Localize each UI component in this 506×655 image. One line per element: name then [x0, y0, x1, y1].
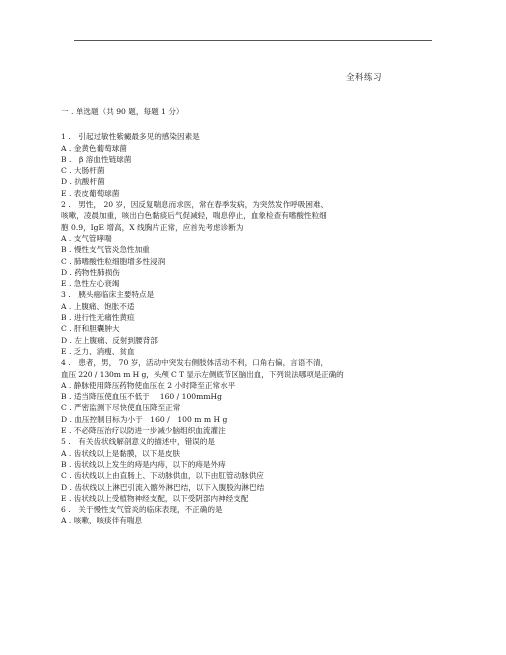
- answer-option: C . 大肠杆菌: [61, 166, 105, 176]
- answer-option: D . 左上腹痛、反射到腰背部: [61, 335, 158, 345]
- answer-option: D . 药物性肺损伤: [61, 267, 120, 277]
- question-stem: 咳嗽，凌晨加重，咳出白色黏痰后气促减轻，喘息停止，血象检查有嗜酸性粒细: [61, 211, 327, 221]
- question-stem: 4 . 患者，男， 70 岁，活动中突发右侧肢体活动不利，口角右偏，言语不清，: [61, 358, 329, 368]
- question-stem: 1 . 引起过敏性紫癜最多见的感染因素是: [61, 132, 200, 142]
- question-stem: 2 . 男性， 20 岁，因反复喘息而求医，常在春季发病，为突然发作呼吸困难、: [61, 200, 329, 210]
- answer-option: A . 支气管哮喘: [61, 233, 112, 243]
- answer-option: D . 抗酸杆菌: [61, 177, 105, 187]
- answer-option: B . β 溶血性链球菌: [61, 154, 132, 164]
- answer-option: E . 乏力、消瘦、贫血: [61, 346, 135, 356]
- answer-option: C . 肝和胆囊肿大: [61, 324, 120, 334]
- answer-option: D . 齿状线以上淋巴引流入髂外淋巴结，以下入腹股沟淋巴结: [61, 482, 265, 492]
- answer-option: C . 肺嗜酸性粒细胞增多性浸润: [61, 256, 166, 266]
- question-stem: 3 . 胰头癌临床主要特点是: [61, 290, 155, 300]
- answer-option: A . 咳嗽、咳痰伴有喘息: [61, 516, 143, 526]
- answer-option: A . 上腹痛、饱胀不适: [61, 301, 135, 311]
- answer-option: E . 齿状线以上受植物神经支配，以下受阴部内神经支配: [61, 493, 249, 503]
- answer-option: A . 齿状线以上是黏膜，以下是皮肤: [61, 448, 181, 458]
- section-heading: 一 . 单选题（共 90 题，每题 1 分）: [61, 107, 184, 116]
- answer-option: B . 齿状线以上发生的痔是内痔，以下的痔是外痔: [61, 459, 226, 469]
- answer-option: A . 金黄色葡萄球菌: [61, 143, 127, 153]
- answer-option: A . 静脉使用降压药物使血压在 2 小时降至正常水平: [61, 380, 236, 390]
- answer-option: B . 适当降压使血压不低于 160 / 100mmHg: [61, 392, 223, 402]
- answer-option: D . 血压控制目标为小于 160 / 100 m m H g: [61, 414, 228, 424]
- answer-option: C . 齿状线以上由直肠上、下动脉供血，以下由肛管动脉供应: [61, 471, 264, 481]
- question-stem: 6 . 关于慢性支气管炎的临床表现，不正确的是: [61, 505, 223, 515]
- answer-option: E . 急性左心衰竭: [61, 279, 120, 289]
- question-stem: 胞 0.9，IgE 增高，X 线胸片正常，应首先考虑诊断为: [61, 222, 244, 232]
- header-rule: [74, 40, 432, 41]
- answer-option: C . 严密监测下尽快使血压降至正常: [61, 403, 181, 413]
- question-stem: 血压 220 / 130m m H g，头颅 C T 显示左侧底节区脑出血，下列说法哪项是正确的: [61, 369, 344, 379]
- question-list: [61, 106, 453, 527]
- document-title: 全科练习: [346, 73, 383, 83]
- answer-option: B . 慢性支气管炎急性加重: [61, 245, 150, 255]
- answer-option: B . 进行性无痛性黄疸: [61, 313, 135, 323]
- answer-option: E . 表皮葡萄球菌: [61, 188, 120, 198]
- answer-option: E . 不必降压治疗以防进一步减少脑组织血流灌注: [61, 426, 226, 436]
- question-stem: 5 . 有关齿状线解剖意义的描述中，错误的是: [61, 437, 215, 447]
